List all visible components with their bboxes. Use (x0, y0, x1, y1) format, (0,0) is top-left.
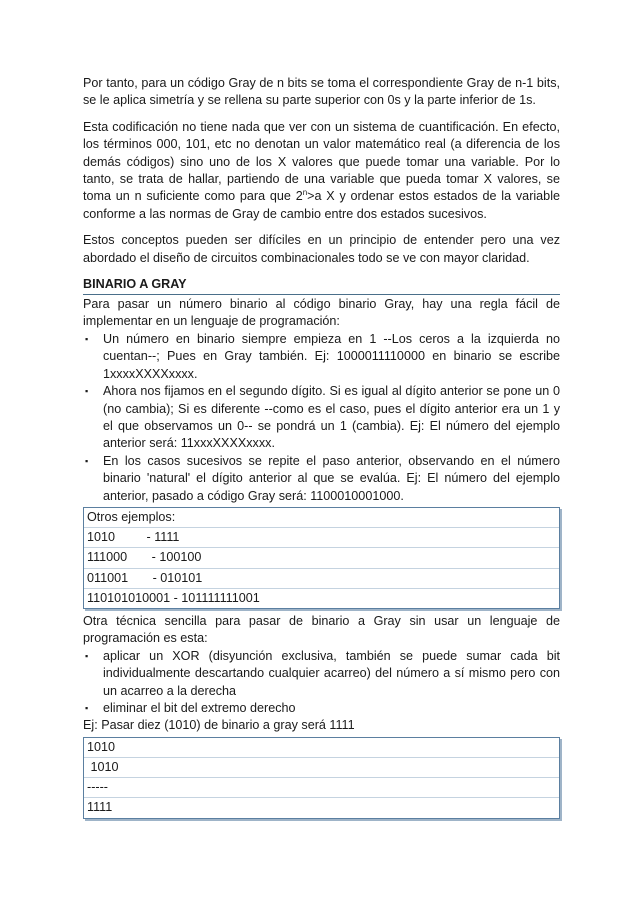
superscript-n: n (302, 188, 308, 198)
examples-row: 011001 - 010101 (84, 569, 559, 589)
list-item-text: eliminar el bit del extremo derecho (103, 700, 296, 715)
technique-example: Ej: Pasar diez (1010) de binario a gray será 1111 (83, 718, 355, 733)
xor-box (83, 737, 560, 819)
list-item (83, 453, 560, 505)
section-heading: BINARIO A GRAY (83, 276, 560, 295)
list-item-text: aplicar un XOR (disyunción exclusiva, también se puede sumar cada bit individualmente descartando cualquier acarreo) del número a sí mismo pero con un acarreo a la derecha (103, 648, 560, 698)
section-intro: Para pasar un número binario al código binario Gray, hay una regla fácil de implementar en un lenguaje de programación: (83, 297, 560, 329)
list-item (83, 331, 560, 383)
bullet-square-icon: ▪ (85, 455, 89, 466)
list-item (83, 383, 560, 453)
examples-row: Otros ejemplos: (84, 508, 559, 528)
bullet-square-icon: ▪ (85, 333, 89, 344)
bullet-square-icon: ▪ (85, 650, 89, 661)
list-item (83, 700, 560, 717)
examples-row: 110101010001 - 101111111001 (87, 590, 260, 605)
document-page (83, 75, 560, 823)
list-item (83, 648, 560, 700)
bullet-square-icon: ▪ (85, 386, 89, 397)
paragraph-quantification-text-a: Esta codificación no tiene nada que ver con un sistema de cuantificación. En efecto, los términos 000, 101, etc no denotan un valor matemático real (a diferencia de los demás códigos) sino uno de los X valores que puede tomar una variable. Por lo tanto, se trata de hallar, partiendo de una variable que pueda tomar X valores, se toma un n suficiente como para que 2 (83, 119, 560, 204)
paragraph-concepts: Estos conceptos pueden ser difíciles en un principio de entender pero una vez abordado el diseño de circuitos combinacionales todo se ve con mayor claridad. (83, 233, 560, 265)
rules-list (83, 331, 560, 505)
examples-row: 111000 - 100100 (84, 548, 559, 568)
list-item-text: En los casos sucesivos se repite el paso anterior, observando en el número binario 'natural' el dígito anterior al que se evalúa. Ej: El número del ejemplo anterior, pasado a código Gray será: 1100010001000. (103, 453, 560, 503)
list-item-text: Ahora nos fijamos en el segundo dígito. Si es igual al dígito anterior se pone un 0 (no cambia); Si es diferente --como es el caso, pues el dígito anterior era un 1 y el que observamos un 0-- se pondrá un 1 (cambia). Ej: El número del ejemplo anterior será: 11xxxXXXXxxxx. (103, 384, 560, 451)
xor-row: 1010 (84, 738, 559, 758)
examples-box (83, 507, 560, 609)
technique-list (83, 648, 560, 718)
paragraph-gray-construction: Por tanto, para un código Gray de n bits se toma el correspondiente Gray de n-1 bits, se le aplica simetría y se rellena su parte superior con 0s y la parte inferior de 1s. (83, 76, 560, 108)
bullet-square-icon: ▪ (85, 702, 89, 713)
xor-row: ----- (84, 778, 559, 798)
examples-row: 1010 - 1111 (84, 528, 559, 548)
xor-row: 1010 (84, 758, 559, 778)
xor-row: 1111 (87, 800, 113, 815)
paragraph-quantification (83, 119, 560, 223)
technique-intro: Otra técnica sencilla para pasar de binario a Gray sin usar un lenguaje de programación es esta: (83, 613, 560, 646)
list-item-text: Un número en binario siempre empieza en 1 --Los ceros a la izquierda no cuentan--; Pues en Gray también. Ej: 1000011110000 en binario se escribe 1xxxxXXXXxxxx. (103, 331, 560, 381)
paragraph-quantification-text-b: >a X y ordenar estos estados de la variable conforme a las normas de Gray de cambio entre dos estados sucesivos. (83, 189, 560, 221)
